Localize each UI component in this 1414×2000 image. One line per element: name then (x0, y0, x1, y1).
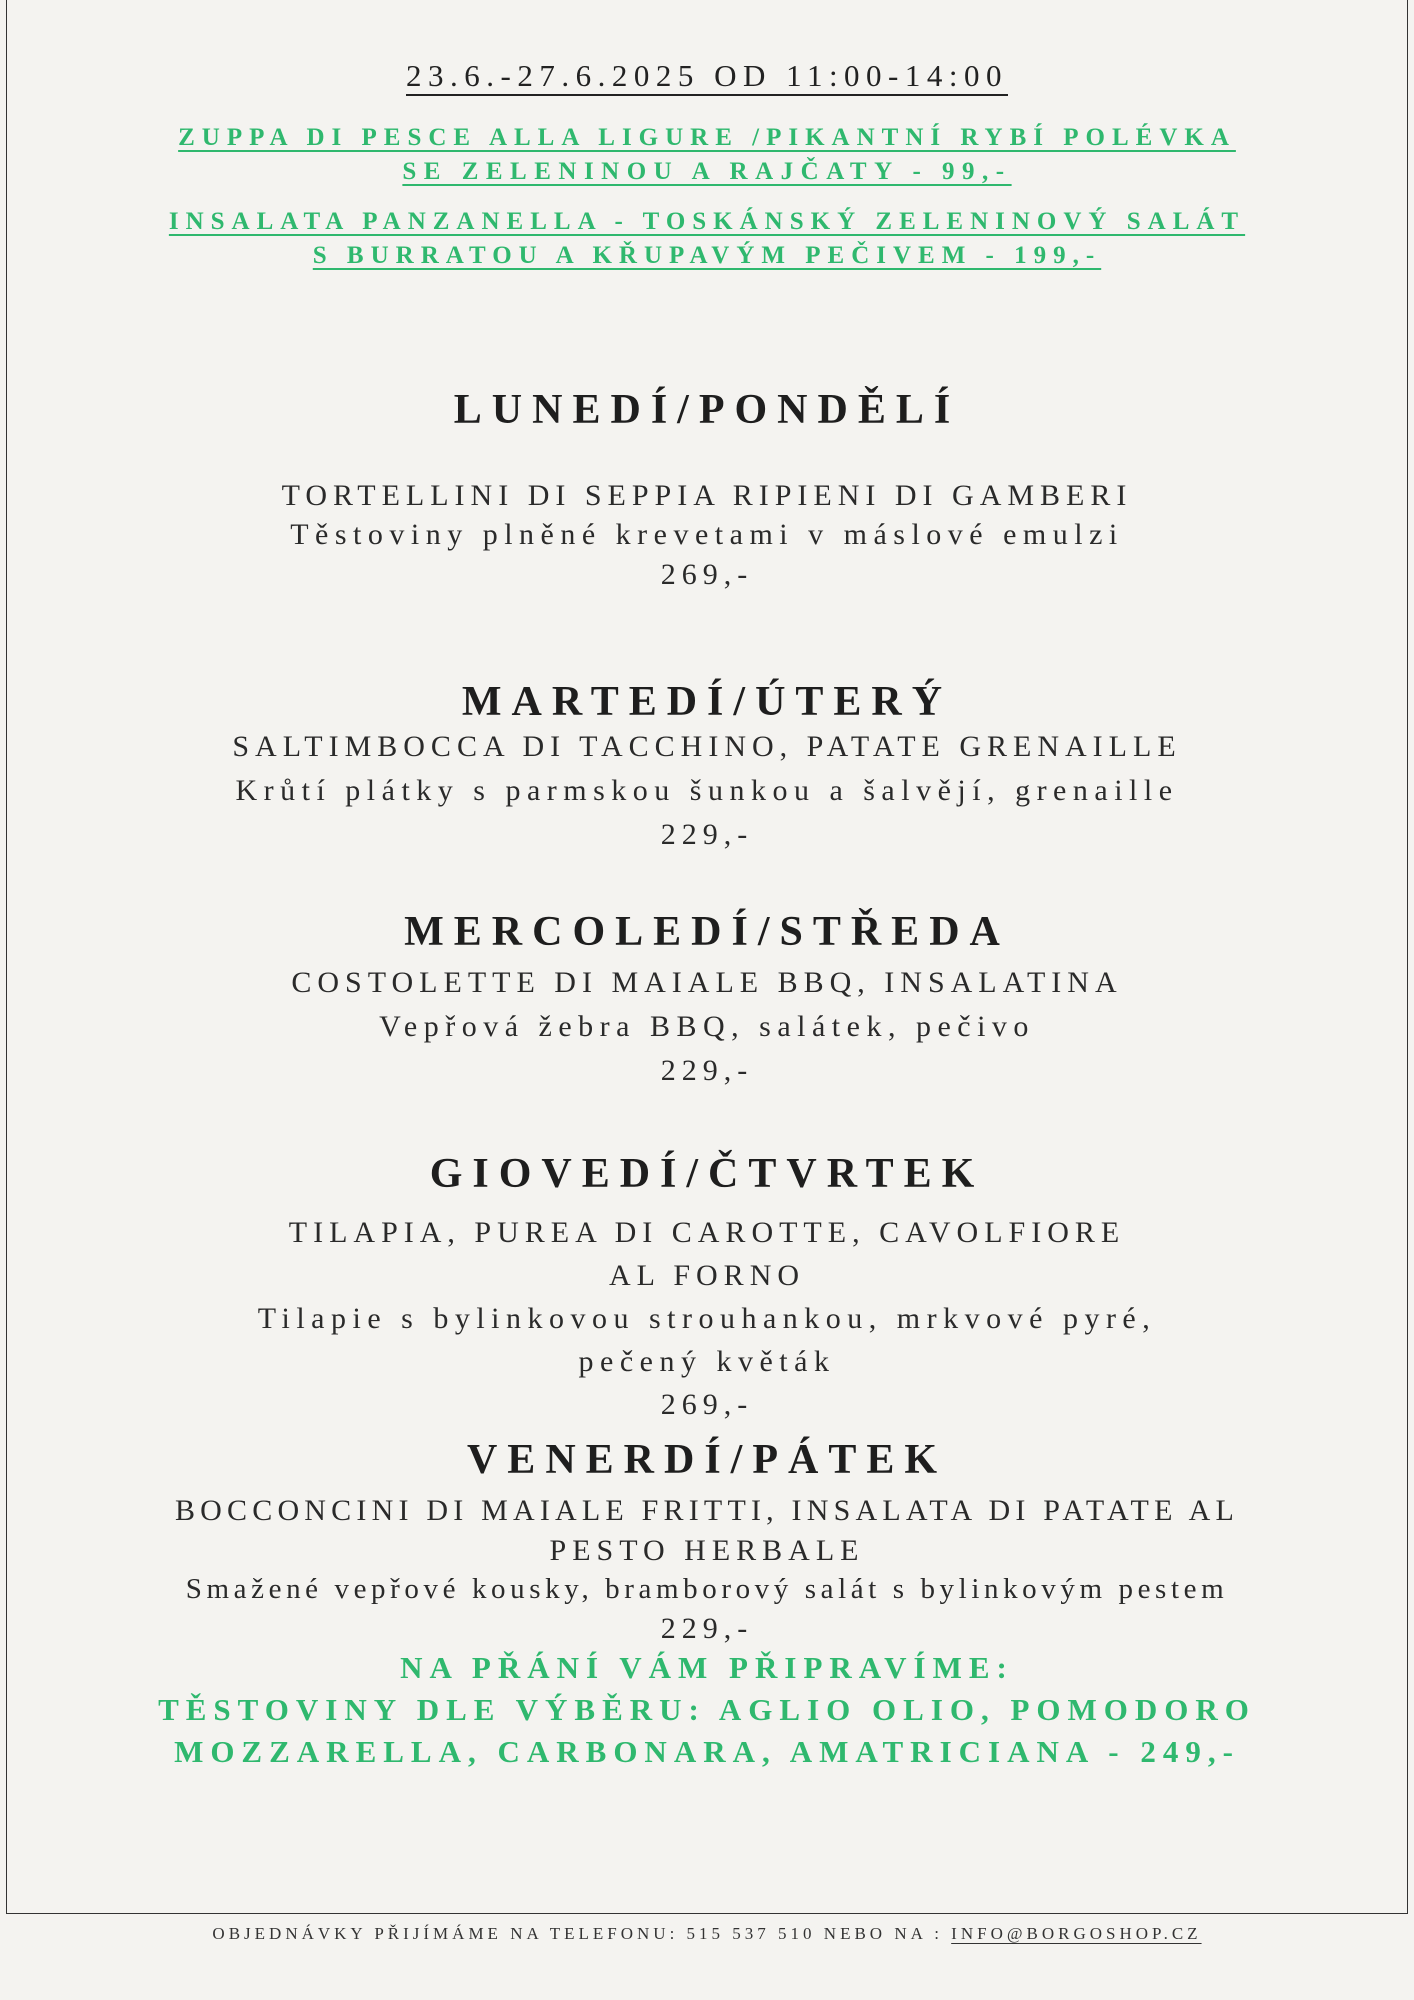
price-tuesday: 229,- (660, 818, 754, 851)
dish-italian-friday-line2: PESTO HERBALE (549, 1534, 865, 1567)
dish-czech-tuesday: Krůtí plátky s parmskou šunkou a šalvějí, grenaille (235, 774, 1179, 807)
dish-czech-friday: Smažené vepřové kousky, bramborový salát s bylinkovým pestem (185, 1573, 1229, 1605)
dish-czech-thursday-line1: Tilapie s bylinkovou strouhankou, mrkvové pyré, (257, 1302, 1157, 1335)
dish-italian-tuesday: SALTIMBOCCA DI TACCHINO, PATATE GRENAILLE (232, 730, 1182, 763)
footer-email-link[interactable]: INFO@BORGOSHOP.CZ (951, 1924, 1202, 1943)
price-friday: 229,- (660, 1612, 754, 1645)
day-heading-wednesday: MERCOLEDÍ/STŘEDA (404, 909, 1010, 955)
special-salad-line2: S BURRATOU A KŘUPAVÝM PEČIVEM - 199,- (312, 242, 1102, 269)
dish-italian-monday: TORTELLINI DI SEPPIA RIPIENI DI GAMBERI (281, 479, 1133, 512)
dish-italian-wednesday: COSTOLETTE DI MAIALE BBQ, INSALATINA (291, 966, 1123, 999)
offer-heading: NA PŘÁNÍ VÁM PŘIPRAVÍME: (400, 1650, 1014, 1685)
day-heading-monday: LUNEDÍ/PONDĚLÍ (453, 387, 961, 433)
day-heading-tuesday: MARTEDÍ/ÚTERÝ (461, 679, 953, 725)
price-thursday: 269,- (660, 1388, 754, 1421)
offer-pasta-line1: TĚSTOVINY DLE VÝBĚRU: AGLIO OLIO, POMODORO (158, 1692, 1256, 1727)
dish-czech-wednesday: Vepřová žebra BBQ, salátek, pečivo (379, 1010, 1035, 1043)
dish-italian-thursday-line1: TILAPIA, PUREA DI CAROTTE, CAVOLFIORE (288, 1216, 1126, 1249)
date-range: 23.6.-27.6.2025 OD 11:00-14:00 (406, 58, 1008, 93)
price-wednesday: 229,- (660, 1054, 754, 1087)
special-soup-line2: SE ZELENINOU A RAJČATY - 99,- (402, 158, 1012, 185)
dish-italian-thursday-line2: AL FORNO (608, 1259, 806, 1292)
dish-italian-friday-line1: BOCCONCINI DI MAIALE FRITTI, INSALATA DI PATATE AL (174, 1494, 1240, 1527)
footer-contact (0, 1924, 1414, 1944)
offer-pasta-line2: MOZZARELLA, CARBONARA, AMATRICIANA - 249,- (174, 1734, 1240, 1769)
dish-czech-monday: Těstoviny plněné krevetami v máslové emulzi (290, 518, 1124, 551)
day-heading-friday: VENERDÍ/PÁTEK (466, 1437, 948, 1483)
price-monday: 269,- (660, 558, 754, 591)
footer-phone-text: OBJEDNÁVKY PŘIJÍMÁME NA TELEFONU: 515 537 510 NEBO NA : (212, 1924, 943, 1943)
dish-czech-thursday-line2: pečený květák (578, 1345, 836, 1378)
special-soup-line1: ZUPPA DI PESCE ALLA LIGURE /PIKANTNÍ RYBÍ POLÉVKA (178, 124, 1236, 151)
day-heading-thursday: GIOVEDÍ/ČTVRTEK (429, 1151, 985, 1197)
special-salad-line1: INSALATA PANZANELLA - TOSKÁNSKÝ ZELENINOVÝ SALÁT (168, 208, 1246, 235)
